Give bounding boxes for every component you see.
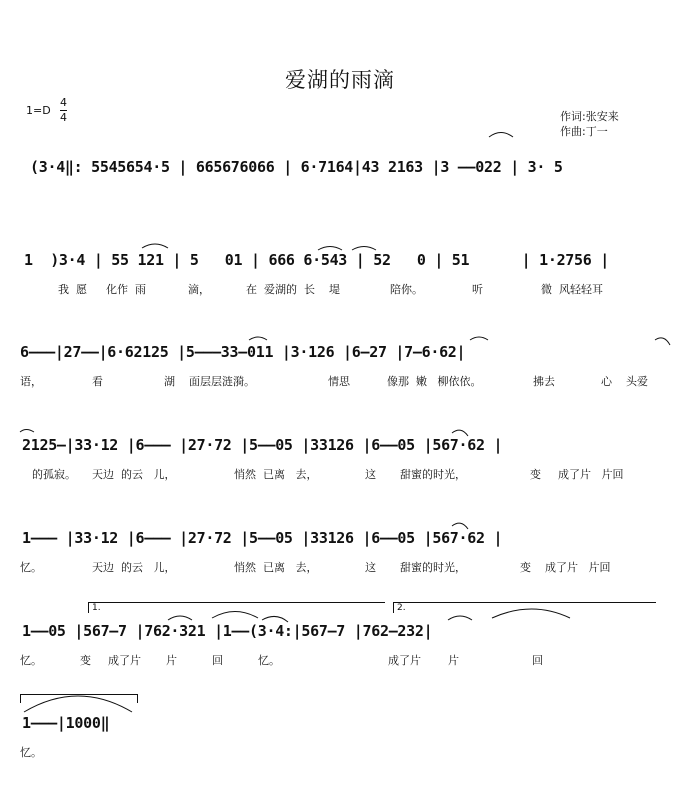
lyric-fragment: 成了片 [108,654,141,667]
lyric-fragment: 微 风轻轻耳 [541,283,603,296]
slur-arc [212,612,258,619]
lyric-fragment: 像那 嫩 柳依依。 [387,375,482,388]
notation-text: 1–––|1000‖ [22,714,110,732]
lyric-fragment: 悄然 已离 去， [234,561,318,574]
composer-credit: 作曲:丁一 [560,125,608,138]
lyric-fragment: 心 头爱 [601,375,648,388]
lyric-fragment: 这 [365,561,376,574]
slur-arc [452,523,468,529]
time-signature-bottom: 4 [60,111,67,124]
lyric-fragment: 甜蜜的时光， [400,561,466,574]
slur-arc [489,133,513,138]
lyric-fragment: 忆。 [20,654,42,667]
lyric-fragment: 成了片 片回 [558,468,624,481]
song-title: 爱湖的雨滴 [285,68,395,92]
lyric-fragment: 忆。 [258,654,280,667]
lyric-fragment: 我 愿 [58,283,87,296]
lyric-fragment: 忆。 [20,746,42,759]
lyric-fragment: 变 [520,561,531,574]
volta-label: 2. [397,603,406,613]
lyric-fragment: 成了片 [388,654,421,667]
lyric-fragment: 陪你。 [390,283,423,296]
slur-arc [24,696,132,712]
slur-arc [452,430,468,436]
lyric-fragment: 湖 面层层涟漪。 [164,375,255,388]
lyric-fragment: 变 [80,654,91,667]
slur-arc [262,616,288,622]
lyric-fragment: 在 爱湖的 长 堤 [246,283,340,296]
notation-text: 1––– |33·12 |6––– |27·72 |5––05 |33126 |6––05 |567·62 | [22,529,503,547]
notation-text: (3·4‖: 5545654·5 | 665676066 | 6·7164|43 2163 |3 ––022 | 3· 5 [30,158,563,176]
lyric-fragment: 变 [530,468,541,481]
slur-arc [20,430,34,433]
lyricist-credit: 作词:张安来 [560,110,619,123]
slur-arc [492,609,570,618]
notation-text: 1––05 |567–7 |762·321 |1––(3·4:|567–7 |762–232| [22,622,433,640]
lyric-fragment: 听 [472,283,483,296]
slur-arc [318,247,342,251]
lyric-fragment: 片 [448,654,459,667]
time-signature-top: 4 [60,96,67,109]
slur-arc [168,616,192,620]
slur-arc [655,338,670,345]
key-signature: 1=D [26,104,51,117]
notation-text: 1 )3·4 | 55 121 | 5 01 | 666 6·543 | 52 0 | 51 | 1·2756 | [24,251,609,269]
lyric-fragment: 片 [166,654,177,667]
lyric-fragment: 情思 [328,375,350,388]
lyric-fragment: 拂去 [533,375,555,388]
lyric-fragment: 的孤寂。 [32,468,76,481]
lyric-fragment: 化作 雨 [106,283,146,296]
lyric-fragment: 天边 的云 儿， [92,561,176,574]
lyric-fragment: 甜蜜的时光， [400,468,466,481]
notation-text: 6–––|27––|6·62125 |5–––33–011 |3·126 |6–27 |7–6·62| [20,343,466,361]
lyric-fragment: 滴， [188,283,210,296]
lyric-fragment: 成了片 片回 [545,561,611,574]
lyric-fragment: 回 [212,654,223,667]
slur-arc [142,244,168,248]
lyric-fragment: 看 [92,375,103,388]
volta-label: 1. [92,603,101,613]
notation-text: 2125–|33·12 |6––– |27·72 |5––05 |33126 |6––05 |567·62 | [22,436,503,454]
lyric-fragment: 天边 的云 儿， [92,468,176,481]
slur-arc [249,337,267,340]
lyric-fragment: 悄然 已离 去， [234,468,318,481]
lyric-fragment: 忆。 [20,561,42,574]
lyric-fragment: 回 [532,654,543,667]
lyric-fragment: 这 [365,468,376,481]
slur-arc [352,247,376,251]
slur-arc [448,616,472,620]
lyric-fragment: 语， [20,375,42,388]
slur-arc [470,337,488,340]
